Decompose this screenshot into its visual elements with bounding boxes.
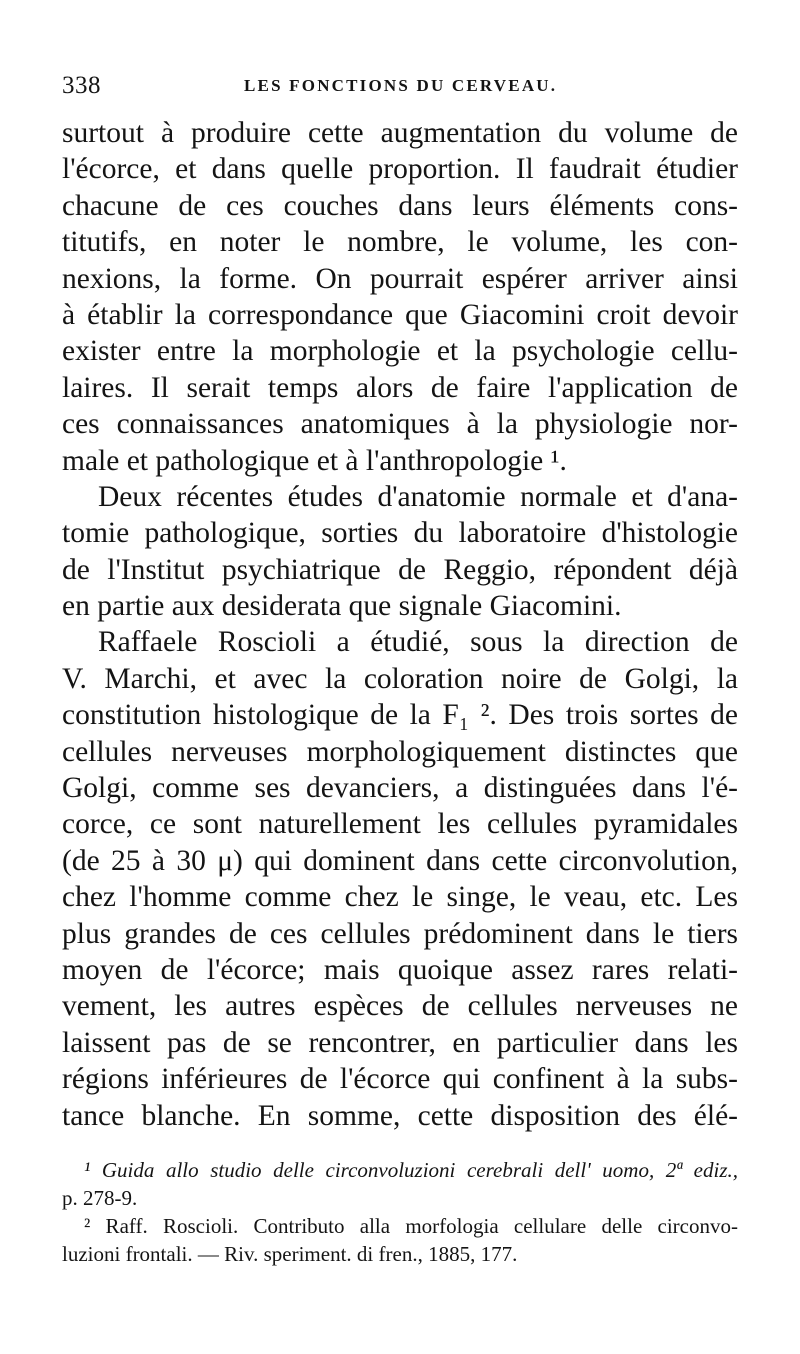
text-line: vement, les autres espèces de cellules nerveuses ne bbox=[62, 990, 738, 1023]
text-line: (de 25 à 30 μ) qui dominent dans cette circonvolution, bbox=[62, 844, 738, 877]
text-line: male et pathologique et à l'anthropologie ¹. bbox=[62, 444, 567, 477]
text-line: laires. Il serait temps alors de faire l'application de bbox=[62, 371, 738, 404]
footnote-2: ² Raff. Roscioli. Contributo alla morfologia cellulare delle circonvo- bbox=[84, 1214, 738, 1238]
text-line: de l'Institut psychiatrique de Reggio, répondent déjà bbox=[62, 553, 738, 586]
footnote-2-continuation: luzioni frontali. — Riv. speriment. di fren., 1885, 177. bbox=[62, 1242, 518, 1266]
text-line: ces connaissances anatomiques à la physiologie nor- bbox=[62, 408, 738, 441]
text-line: Golgi, comme ses devanciers, a distinguées dans l'é- bbox=[62, 772, 738, 805]
footnotes bbox=[62, 1156, 738, 1268]
text-line: régions inférieures de l'écorce qui confinent à la subs- bbox=[62, 1063, 738, 1096]
body-text bbox=[62, 115, 738, 1134]
text-line: à établir la correspondance que Giacomini croit devoir bbox=[62, 298, 738, 331]
running-title: LES FONCTIONS DU CERVEAU. bbox=[244, 76, 558, 95]
page-number: 338 bbox=[62, 72, 101, 99]
text-line: plus grandes de ces cellules prédominent dans le tiers bbox=[62, 917, 738, 950]
text-line: laissent pas de se rencontrer, en particulier dans les bbox=[62, 1026, 738, 1059]
paragraph-first-line: Deux récentes études d'anatomie normale et d'ana- bbox=[98, 480, 738, 513]
footnote-1 bbox=[62, 1156, 738, 1184]
text-line: tomie pathologique, sorties du laboratoire d'histologie bbox=[62, 517, 738, 550]
text-line: exister entre la morphologie et la psychologie cellu- bbox=[62, 335, 738, 368]
text-line: constitution histologique de la F₁ ². Des trois sortes de bbox=[62, 699, 738, 732]
text-line: surtout à produire cette augmentation du volume de bbox=[62, 117, 738, 149]
text-line: chacune de ces couches dans leurs éléments cons- bbox=[62, 189, 738, 222]
text-line: chez l'homme comme chez le singe, le veau, etc. Les bbox=[62, 881, 738, 914]
text-line: nexions, la forme. On pourrait espérer arriver ainsi bbox=[62, 262, 738, 295]
footnote-1-text: ¹ Guida allo studio delle circonvoluzioni cerebrali dell' uomo, 2ª ediz., bbox=[84, 1158, 738, 1182]
text-line: titutifs, en noter le nombre, le volume, les con- bbox=[62, 226, 738, 259]
text-line: tance blanche. En somme, cette disposition des élé- bbox=[62, 1099, 738, 1132]
text-line: V. Marchi, et avec la coloration noire de Golgi, la bbox=[62, 662, 738, 695]
text-line: corce, ce sont naturellement les cellules pyramidales bbox=[62, 808, 738, 841]
text-line: l'écorce, et dans quelle proportion. Il faudrait étudier bbox=[62, 153, 738, 186]
text-line: en partie aux desiderata que signale Giacomini. bbox=[62, 590, 622, 623]
paragraph-first-line: Raffaele Roscioli a étudié, sous la direction de bbox=[98, 626, 738, 659]
text-line: cellules nerveuses morphologiquement distinctes que bbox=[62, 735, 738, 768]
footnote-1-continuation: p. 278-9. bbox=[62, 1186, 138, 1210]
text-line: moyen de l'écorce; mais quoique assez rares relati- bbox=[62, 953, 738, 986]
running-head bbox=[62, 72, 738, 102]
